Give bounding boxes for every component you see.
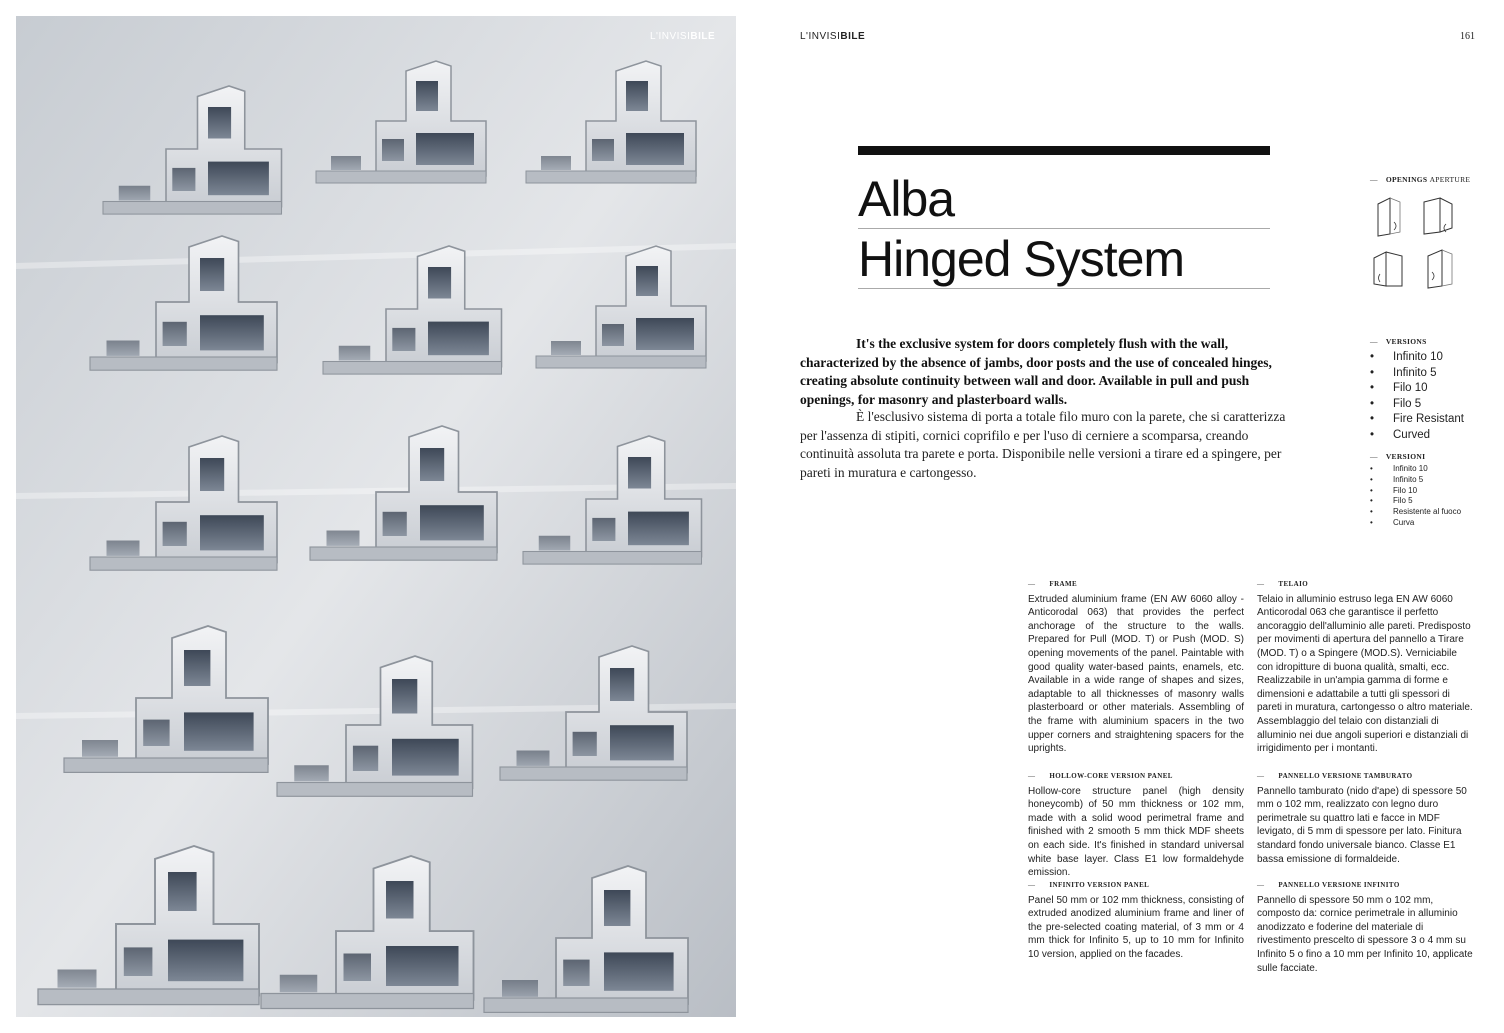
section-body: Telaio in alluminio estruso lega EN AW 6060 Anticorodal 063 che garantisce il perfetto ancoraggio dell'alluminio alle pareti. Predisposto per movimenti di apertura del pannello a Tirare (MOD. T) o a Spingere (MOD.S). Verniciabile con idropitture di buona qualità, smalti, ecc. Realizzabile in un'ampia gamma di forme e dimensioni e adattabile a tutti gli spessori di pareti in muratura, cartongesso o altro materiale. Assemblaggio del telaio con distanziali di alluminio nei due angoli superiori e distanziali di irrigidimento per i montanti. (1257, 593, 1473, 755)
version-item: • Infinito 5 (1370, 366, 1480, 382)
door-pull-reverse-icon (1370, 246, 1410, 290)
door-push-icon (1418, 194, 1458, 238)
intro-english: It's the exclusive system for doors completely flush with the wall, characterized by the absence of jambs, door posts and the use of concealed hinges, creating absolute continuity between wall and door. Available in pull and push openings, for masonry and plasterboard walls. (800, 336, 1272, 407)
versione-item: • Filo 5 (1370, 496, 1480, 507)
version-item: • Infinito 10 (1370, 350, 1480, 366)
title-rule (858, 146, 1270, 155)
section-heading: — INFINITO VERSION PANEL (1028, 881, 1150, 889)
versione-item: • Infinito 5 (1370, 475, 1480, 486)
section-heading: — FRAME (1028, 580, 1078, 588)
section-body: Panel 50 mm or 102 mm thickness, consisting of extruded anodized aluminium frame and liner of the pre-selected coating material, of 3 mm or 4 mm thick for Infinito 5, up to 10 mm for Infinito 10 version, applied on the facades. (1028, 894, 1244, 960)
frame-section-it (1257, 578, 1473, 756)
section-heading: — PANNELLO VERSIONE INFINITO (1257, 881, 1400, 889)
hollow-core-section-it (1257, 770, 1473, 866)
infinito-section-it (1257, 879, 1473, 975)
door-pull-icon (1370, 194, 1410, 238)
aluminium-profiles-photo (16, 16, 736, 1017)
hollow-core-section-en (1028, 770, 1244, 880)
versions-heading: — VERSIONS (1370, 337, 1427, 346)
section-heading: — TELAIO (1257, 580, 1309, 588)
page-subtitle: Hinged System (858, 230, 1270, 289)
versions-italian (1370, 452, 1480, 529)
section-heading: — PANNELLO VERSIONE TAMBURATO (1257, 772, 1413, 780)
openings-heading: — OPENINGS APERTURE (1370, 175, 1471, 184)
version-item: • Fire Resistant (1370, 412, 1480, 428)
version-item: • Filo 10 (1370, 381, 1480, 397)
door-push-reverse-icon (1418, 246, 1458, 290)
versione-item: • Infinito 10 (1370, 464, 1480, 475)
opening-diagrams (1370, 194, 1480, 290)
brand-logo-left: L'INVISIBILE (650, 31, 716, 42)
section-body: Pannello tamburato (nido d'ape) di spessore 50 mm o 102 mm, realizzato con legno duro perimetrale su quattro lati e facce in MDF levigato, di 5 mm di spessore per lato. Finitura standard fondo universale bianco. Classe E1 bassa emissione di formaldeide. (1257, 785, 1467, 865)
page-number: 161 (1460, 31, 1475, 42)
brand-logo-right: L'INVISIBILE (800, 31, 866, 42)
version-item: • Curved (1370, 428, 1480, 444)
frame-section-en (1028, 578, 1244, 756)
section-body: Hollow-core structure panel (high density honeycomb) of 50 mm thickness or 102 mm, made with a solid wood perimetral frame and finished with 2 smooth 5 mm thick MDF sheets on each side. It's finished in standard universal white base layer. Class E1 low formaldehyde emission. (1028, 785, 1244, 879)
section-body: Extruded aluminium frame (EN AW 6060 alloy - Anticorodal 063) that provides the perfect anchorage of the structure to the walls. Prepared for Pull (MOD. T) or Push (MOD. S) opening movements of the panel. Paintable with good quality water-based paints, enamels, etc. Available in a wide range of shapes and sizes, adaptable to all thicknesses of masonry walls plasterboard or other materials. Assembling of the frame with aluminium spacers in the two upper corners and straightening spacers for the uprights. (1028, 593, 1244, 755)
versione-item: • Resistente al fuoco (1370, 507, 1480, 518)
section-heading: — HOLLOW-CORE VERSION PANEL (1028, 772, 1173, 780)
versions-english (1370, 337, 1480, 443)
photo-illustration (16, 16, 736, 1017)
infinito-section-en (1028, 879, 1244, 962)
version-item: • Filo 5 (1370, 397, 1480, 413)
page-title: Alba (858, 170, 1270, 229)
versione-item: • Filo 10 (1370, 486, 1480, 497)
versione-item: • Curva (1370, 518, 1480, 529)
versioni-heading: — VERSIONI (1370, 452, 1426, 461)
section-body: Pannello di spessore 50 mm o 102 mm, composto da: cornice perimetrale in alluminio anodizzato e foderine del materiale di rivestimento prescelto di spessore 3 o 4 mm su Infinito 5 o fino a 10 mm per Infinito 10, applicate sulle facciate. (1257, 894, 1473, 974)
openings-block (1370, 175, 1480, 290)
intro-italian: È l'esclusivo sistema di porta a totale filo muro con la parete, che si caratterizza per l'assenza di stipiti, cornici coprifilo e per l'uso di cerniere a scomparsa, creando continuità assoluta tra parete e porta. Disponibile nelle versioni a tirare ed a spingere, per pareti in muratura e cartongesso. (800, 409, 1286, 480)
